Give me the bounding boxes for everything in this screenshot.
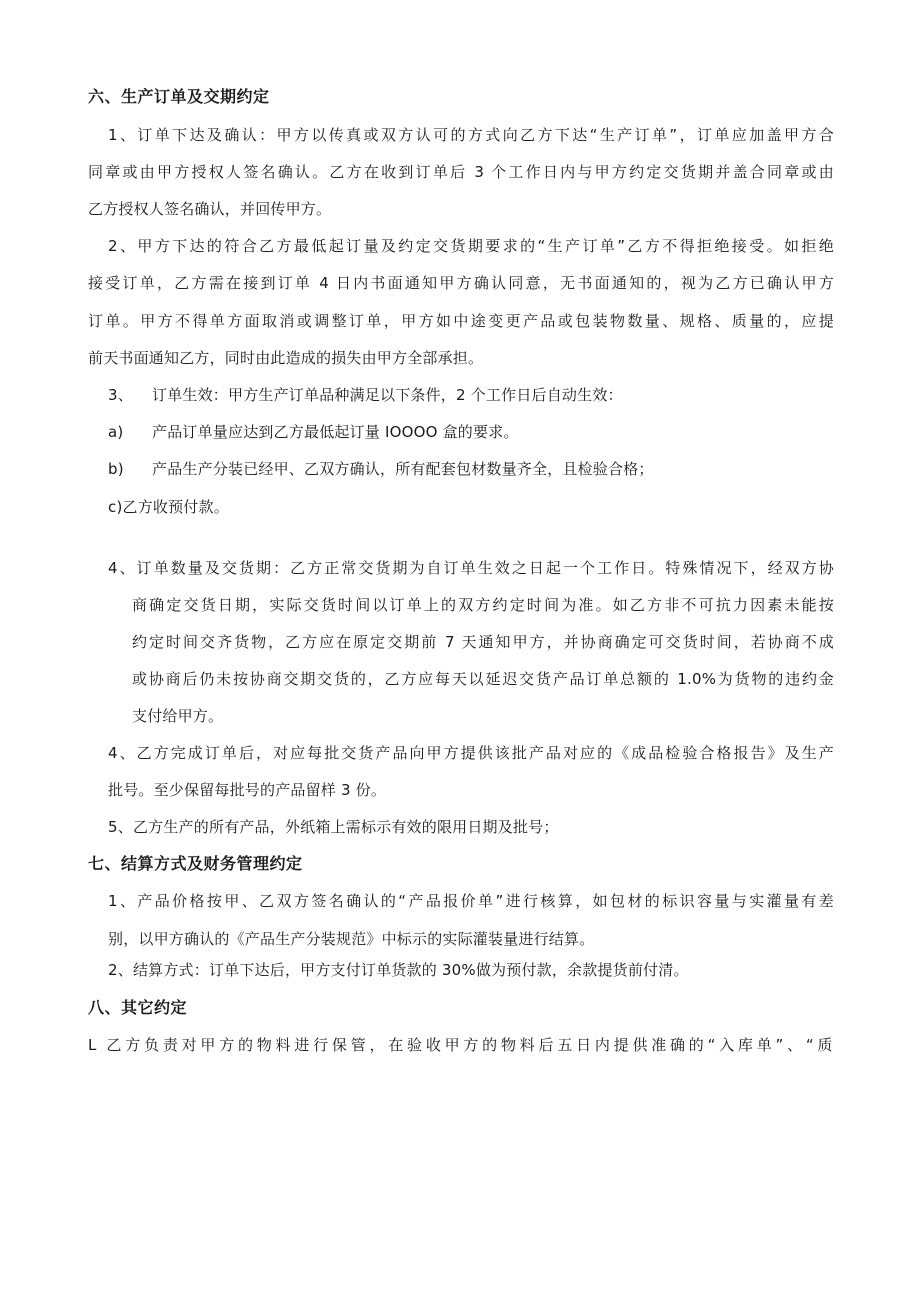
s6-p1-line-3: 乙方授权人签名确认，并回传甲方。 <box>88 200 332 218</box>
s6-p4-line-2: 商确定交货日期，实际交货时间以订单上的双方约定时间为准。如乙方非不可抗力因素未能按 <box>132 596 834 614</box>
s6-p2-line-2: 接受订单，乙方需在接到订单 4 日内书面通知甲方确认同意，无书面通知的，视为乙方已确认甲方 <box>88 274 834 292</box>
s6-p5-line-1: 4、乙方完成订单后，对应每批交货产品向甲方提供该批产品对应的《成品检验合格报告》及生产 <box>108 744 834 762</box>
s6-p4-line-3: 约定时间交齐货物，乙方应在原定交期前 7 天通知甲方，并协商确定可交货时间，若协商不成 <box>132 633 834 651</box>
s6-p3-b-text: 产品生产分装已经甲、乙双方确认，所有配套包材数量齐全，且检验合格； <box>152 460 654 478</box>
s6-p2-line-4: 前天书面通知乙方，同时由此造成的损失由甲方全部承担。 <box>88 349 484 367</box>
s6-p1-line-2: 同章或由甲方授权人签名确认。乙方在收到订单后 3 个工作日内与甲方约定交货期并盖合同章或由 <box>88 163 834 181</box>
s8-p1: L 乙方负责对甲方的物料进行保管，在验收甲方的物料后五日内提供准确的“入库单”、“质 <box>88 1036 834 1054</box>
s6-p2-line-3: 订单。甲方不得单方面取消或调整订单，甲方如中途变更产品或包装物数量、规格、质量的，应提 <box>88 312 834 330</box>
s6-p2-line-1: 2、甲方下达的符合乙方最低起订量及约定交货期要求的“生产订单”乙方不得拒绝接受。如拒绝 <box>108 237 834 255</box>
s6-p4-line-5: 支付给甲方。 <box>132 707 224 725</box>
section-6-heading: 六、生产订单及交期约定 <box>88 87 270 106</box>
s6-p3-number: 3、 <box>108 386 133 404</box>
s6-p4-line-4: 或协商后仍未按协商交期交货的，乙方应每天以延迟交货产品订单总额的 1.0%为货物的违约金 <box>132 670 834 688</box>
s6-p5-line-2: 批号。至少保留每批号的产品留样 3 份。 <box>108 781 387 799</box>
s6-p4-line-1: 4、订单数量及交货期：乙方正常交货期为自订单生效之日起一个工作日。特殊情况下，经双方协 <box>108 559 834 577</box>
section-7-heading: 七、结算方式及财务管理约定 <box>88 854 303 873</box>
s6-p3-c-text: c)乙方收预付款。 <box>108 498 229 516</box>
s7-p1-line-2: 别，以甲方确认的《产品生产分装规范》中标示的实际灌装量进行结算。 <box>108 930 595 948</box>
s6-p3-b-label: b) <box>108 460 124 478</box>
s7-p2: 2、结算方式：订单下达后，甲方支付订单货款的 30%做为预付款，余款提货前付清。 <box>108 961 689 979</box>
s6-p3-text: 订单生效：甲方生产订单品种满足以下条件，2 个工作日后自动生效： <box>152 386 623 404</box>
section-8-heading: 八、其它约定 <box>88 998 188 1017</box>
s6-p6: 5、乙方生产的所有产品，外纸箱上需标示有效的限用日期及批号； <box>108 818 559 836</box>
s6-p3-a-text: 产品订单量应达到乙方最低起订量 IOOOO 盒的要求。 <box>152 423 519 441</box>
s7-p1-line-1: 1、产品价格按甲、乙双方签名确认的“产品报价单”进行核算，如包材的标识容量与实灌量有差 <box>108 892 834 910</box>
s6-p3-a-label: a) <box>108 423 124 441</box>
s6-p1-line-1: 1、订单下达及确认：甲方以传真或双方认可的方式向乙方下达“生产订单”，订单应加盖甲方合 <box>108 126 834 144</box>
